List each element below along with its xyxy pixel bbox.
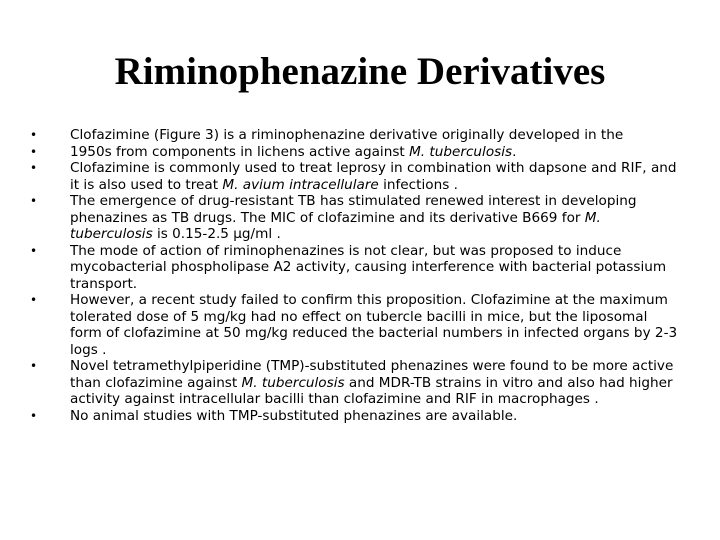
bullet-dot-icon: •	[30, 128, 38, 142]
bullet-dot-icon: •	[30, 243, 38, 258]
bullet-text-italic: M. avium intracellulare	[222, 176, 379, 193]
bullet-item	[30, 408, 680, 425]
bullet-text-segment: 1950s from components in lichens active against	[70, 143, 410, 160]
bullet-item	[30, 160, 680, 193]
bullet-dot-icon: •	[30, 293, 38, 307]
bullet-text-segment: However, a recent study failed to confirm this proposition. Clofazimine at the maximum tolerated dose of 5 mg/kg had no effect on tubercle bacilli in mice, but the liposomal form of clofazimine at 50 mg/kg reduced the bacterial numbers in infected organs by 2-3 logs .	[70, 292, 678, 358]
bullet-text-segment: Novel tetramethylpiperidine (TMP)-substituted phenazines were found to be more active than clofazimine against	[70, 358, 674, 391]
bullet-text-segment: and MDR-TB strains in vitro and also had higher activity against intracellular bacilli than clofazimine and RIF in macrophages .	[70, 374, 673, 407]
bullet-text	[70, 144, 680, 161]
bullet-text	[70, 243, 680, 293]
bullet-dot-icon: •	[30, 194, 38, 208]
bullet-text-italic: M. tuberculosis	[241, 374, 345, 391]
bullet-text-segment: .	[512, 143, 517, 160]
bullet-item	[30, 243, 680, 293]
bullet-text	[70, 408, 680, 425]
bullet-item	[30, 127, 680, 144]
bullet-text	[70, 358, 680, 408]
bullet-dot-icon: •	[30, 161, 38, 175]
bullet-text-segment: The mode of action of riminophenazines is not clear, but was proposed to induce mycobacterial phospholipase A2 activity, causing interference with bacterial potassium transport.	[70, 242, 667, 292]
bullet-text	[70, 160, 680, 193]
bullet-text-segment: Clofazimine (Figure 3) is a riminophenazine derivative originally developed in the	[70, 127, 624, 143]
bullet-item	[30, 292, 680, 358]
bullet-text-segment: No animal studies with TMP-substituted phenazines are available.	[70, 407, 518, 424]
bullet-item	[30, 144, 680, 161]
bullet-text	[70, 127, 680, 144]
bullet-item	[30, 358, 680, 408]
bullet-text-italic: M. tuberculosis	[70, 209, 601, 242]
bullet-text-segment: Clofazimine is commonly used to treat leprosy in combination with dapsone and RIF, and it is also used to treat	[70, 160, 677, 193]
bullet-text-segment: The emergence of drug-resistant TB has stimulated renewed interest in developing phenazines as TB drugs. The MIC of clofazimine and its derivative B669 for	[70, 193, 637, 226]
bullet-dot-icon: •	[30, 359, 38, 373]
bullet-dot-icon: •	[30, 144, 38, 159]
bullet-list	[30, 127, 680, 424]
bullet-text-italic: M. tuberculosis	[409, 143, 513, 160]
bullet-text-segment: infections .	[378, 176, 458, 193]
slide-title: Riminophenazine Derivatives	[114, 50, 606, 93]
bullet-text	[70, 292, 680, 358]
bullet-text	[70, 193, 680, 243]
bullet-dot-icon: •	[30, 408, 38, 423]
bullet-text-segment: is 0.15-2.5 μg/ml .	[152, 226, 281, 242]
bullet-item	[30, 193, 680, 243]
